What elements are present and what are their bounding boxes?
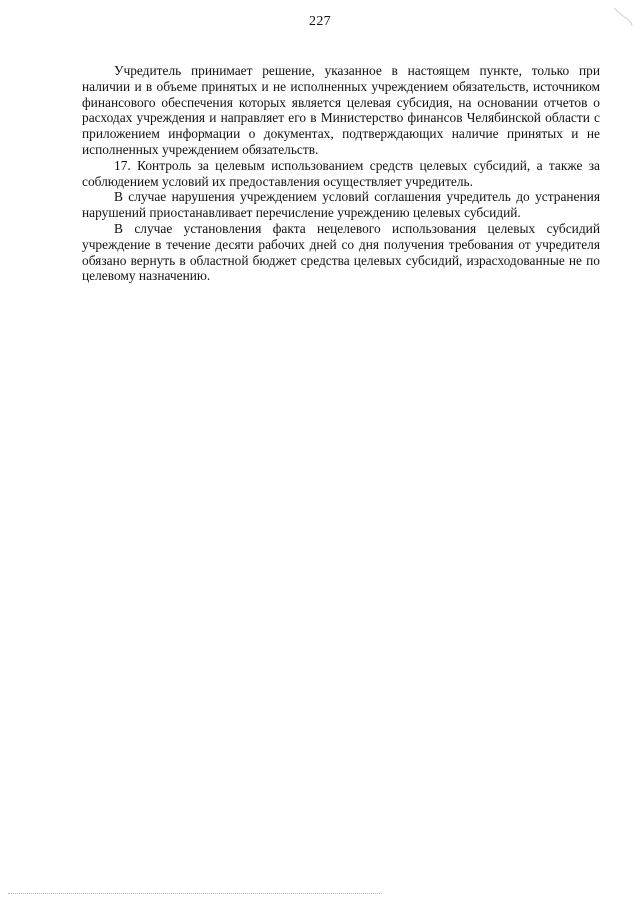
paragraph-violation-suspension: В случае нарушения учреждением условий соглашения учредитель до устранения нарушений приостанавливает перечисление учреждению целевых субсидий. xyxy=(82,189,600,221)
paragraph-founder-decision: Учредитель принимает решение, указанное в настоящем пункте, только при наличии и в объеме принятых и не исполненных учреждением обязательств, источником финансового обеспечения которых является целевая субсидия, на основании отчетов о расходах учреждения и направляет его в Министерство финансов Челябинской области с приложением информации о документах, подтверждающих наличие принятых и не исполненных учреждением обязательств. xyxy=(82,63,600,157)
page-number: 227 xyxy=(309,14,331,29)
paragraph-17-control: 17. Контроль за целевым использованием средств целевых субсидий, а также за соблюдением условий их предоставления осуществляет учредитель. xyxy=(82,157,600,189)
scan-bottom-edge xyxy=(8,893,380,894)
paragraph-misuse-refund: В случае установления факта нецелевого использования целевых субсидий учреждение в течение десяти рабочих дней со дня получения требования от учредителя обязано вернуть в областной бюджет средства целевых субсидий, израсходованные не по целевому назначению. xyxy=(82,220,600,284)
document-body xyxy=(82,63,600,284)
